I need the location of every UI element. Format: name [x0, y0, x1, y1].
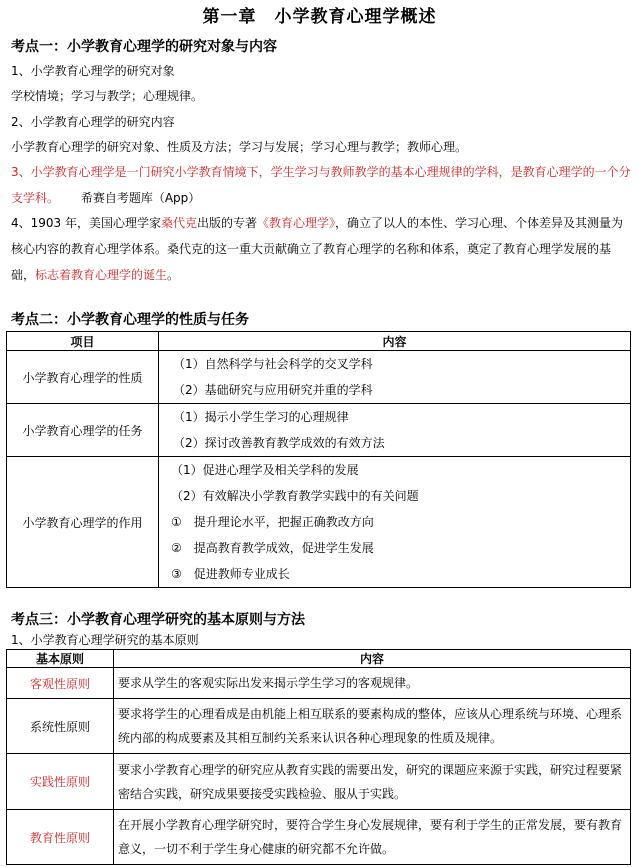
- col-header-item: 项目: [7, 332, 159, 351]
- row-content: [159, 404, 631, 457]
- table-row: [7, 668, 631, 699]
- table-row: [7, 810, 631, 865]
- table-row: [7, 351, 631, 404]
- table-row: [7, 754, 631, 810]
- row-content: [159, 457, 631, 588]
- kp1-line-1: 1、小学教育心理学的研究对象: [11, 64, 175, 78]
- col-header-content: 内容: [114, 650, 631, 668]
- kp1-para-4-birth: 标志着教育心理学的诞生: [35, 268, 168, 282]
- row-name: 小学教育心理学的性质: [7, 351, 159, 404]
- kp1-para-3-red: 3、小学教育心理学是一门研究小学教育情境下，学生学习与教师教学的基本心理规律的学科，是教育心理学的一个分支学科。: [11, 165, 631, 205]
- kp3-heading: 考点三：小学教育心理学研究的基本原则与方法: [11, 612, 305, 628]
- row-item: ① 提升理论水平，把握正确教改方向: [171, 515, 374, 529]
- kp1-para-4-e: ，确立了以人的本性、学习心理、个体差异及其测量为核心内容的教育心理学体系。桑代克的这一重大贡献确立了教育心理学的名称和体系，奠定了教育心理学发展的基础，: [11, 216, 624, 282]
- row-name: 实践性原则: [7, 754, 114, 810]
- kp3-subheading: 1、小学教育心理学研究的基本原则: [11, 633, 199, 647]
- kp1-para-4-c: 出版的专著: [197, 216, 258, 230]
- row-name: 系统性原则: [7, 699, 114, 754]
- row-item: （1）揭示小学生学习的心理规律: [173, 410, 349, 424]
- row-item: ③ 促进教师专业成长: [171, 567, 290, 581]
- kp1-para-4-g: 。: [167, 268, 180, 282]
- kp2-heading: 考点二：小学教育心理学的性质与任务: [11, 312, 249, 328]
- table-row: [7, 457, 631, 588]
- row-content: 要求从学生的客观实际出发来揭示学生学习的客观规律。: [114, 668, 631, 699]
- kp1-para-3-tail: 希赛自考题库（App）: [80, 191, 201, 205]
- table-header-row: [7, 332, 631, 351]
- kp1-para-4-book: 《教育心理学》: [257, 216, 336, 230]
- row-item: （2）探讨改善教育教学成效的有效方法: [173, 436, 385, 450]
- kp1-line-4: 小学教育心理学的研究对象、性质及方法；学习与发展；学习心理与教学；教师心理。: [11, 140, 468, 154]
- kp1-para-3: [11, 159, 631, 211]
- kp1-heading: 考点一：小学教育心理学的研究对象与内容: [11, 39, 277, 55]
- table-row: [7, 699, 631, 754]
- table-header-row: [7, 650, 631, 668]
- col-header-content: 内容: [159, 332, 631, 351]
- kp1-para-4-name: 桑代克: [161, 216, 198, 230]
- row-item: （2）有效解决小学教育教学实践中的有关问题: [171, 489, 419, 503]
- table-row: [7, 404, 631, 457]
- kp1-line-3: 2、小学教育心理学的研究内容: [11, 115, 175, 129]
- col-header-principle: 基本原则: [7, 650, 114, 668]
- row-name: 小学教育心理学的作用: [7, 457, 159, 588]
- row-item: （2）基础研究与应用研究并重的学科: [173, 383, 373, 397]
- row-item: （1）自然科学与社会科学的交叉学科: [173, 357, 373, 371]
- row-content: [159, 351, 631, 404]
- row-content: 要求将学生的心理看成是由机能上相互联系的要素构成的整体，应该从心理系统与环境、心理系统内部的构成要素及其相互制约关系来认识各种心理现象的性质及规律。: [114, 699, 631, 754]
- chapter-title: 第一章 小学教育心理学概述: [202, 7, 437, 27]
- kp1-line-2: 学校情境；学习与教学；心理规律。: [11, 89, 204, 103]
- kp1-para-4: [11, 210, 631, 288]
- row-content: 在开展小学教育心理学研究时，要符合学生身心发展规律，要有利于学生的正常发展，要有教育意义，一切不利于学生身心健康的研究都不允许做。: [114, 810, 631, 865]
- row-name: 小学教育心理学的任务: [7, 404, 159, 457]
- kp1-para-4-a: 4、1903 年，美国心理学家: [11, 216, 161, 230]
- row-content: 要求小学教育心理学的研究应从教育实践的需要出发，研究的课题应来源于实践，研究过程要紧密结合实践，研究成果要接受实践检验、服从于实践。: [114, 754, 631, 810]
- row-name: 教育性原则: [7, 810, 114, 865]
- kp2-table: [6, 331, 631, 588]
- row-item: （1）促进心理学及相关学科的发展: [171, 463, 359, 477]
- row-item: ② 提高教育教学成效，促进学生发展: [171, 541, 374, 555]
- row-name: 客观性原则: [7, 668, 114, 699]
- kp3-table: [6, 649, 631, 865]
